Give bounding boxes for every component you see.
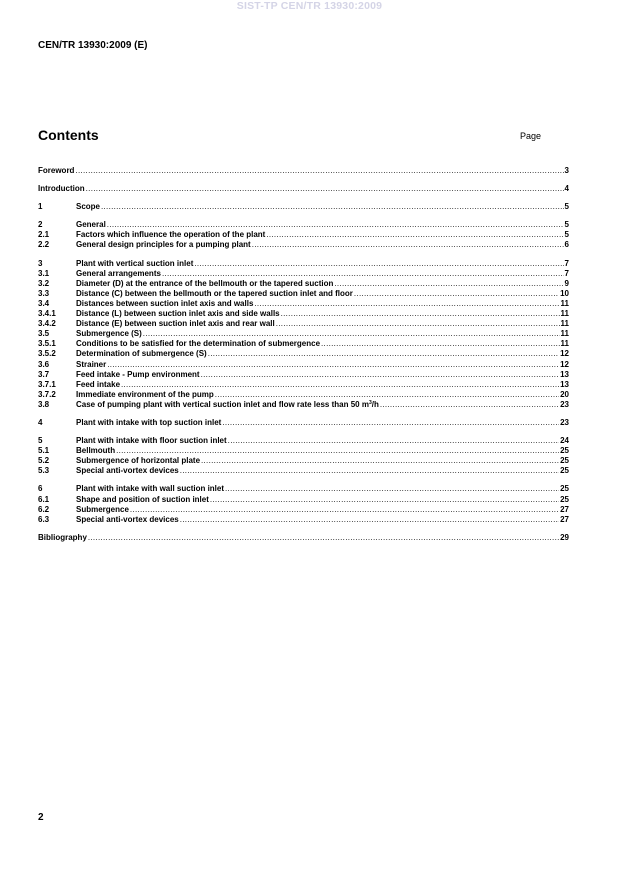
toc-dot-leader [201,456,559,466]
toc-entry[interactable] [38,515,569,525]
toc-entry-title: Submergence (S) [76,329,142,339]
toc-entry-number: 3.7.2 [38,389,56,399]
toc-entry-page: 23 [560,417,569,427]
toc-entry-title: Case of pumping plant with vertical suction inlet and flow rate less than 50 $m^3/h$ [76,399,379,409]
toc-entry[interactable] [38,166,569,176]
toc-entry[interactable] [38,446,569,456]
toc-dot-leader [180,466,559,476]
toc-entry-number: 4 [38,417,43,427]
toc-dot-leader [162,269,564,279]
toc-entry[interactable] [38,259,569,269]
toc-entry[interactable] [38,269,569,279]
contents-title: Contents [38,127,99,143]
toc-entry-page: 7 [564,268,569,278]
toc-entry[interactable] [38,220,569,230]
toc-entry-title: Shape and position of suction inlet [76,494,209,504]
toc-entry-page: 11 [560,319,569,329]
toc-entry[interactable] [38,349,569,359]
toc-entry[interactable] [38,319,569,329]
toc-entry[interactable] [38,339,569,349]
toc-entry-number: 3 [38,258,43,268]
toc-entry-title: Bellmouth [76,446,116,456]
toc-dot-leader [88,533,559,543]
toc-dot-leader [130,505,559,515]
toc-entry[interactable] [38,533,569,543]
toc-entry-number: 2 [38,220,43,230]
toc-entry-page: 25 [560,466,569,476]
toc-entry-number: 6 [38,484,43,494]
toc-entry-title: Determination of submergence (S) [76,349,207,359]
toc-entry[interactable] [38,289,569,299]
toc-entry-number: 3.2 [38,278,50,288]
toc-entry-page: 10 [560,288,569,298]
toc-entry-title: General [76,220,106,230]
toc-dot-leader [75,166,563,176]
toc-entry[interactable] [38,240,569,250]
toc-dot-leader [210,495,559,505]
toc-dot-leader [252,240,564,250]
toc-entry-number: 5 [38,436,43,446]
toc-entry-title: Submergence [76,504,129,514]
toc-entry[interactable] [38,370,569,380]
toc-entry-page: 11 [560,309,569,319]
toc-entry-title: Feed intake - Pump environment [76,369,200,379]
toc-entry-title: Scope [76,202,101,212]
toc-entry-title: Special anti-vortex devices [76,466,179,476]
toc-entry-page: 25 [560,456,569,466]
toc-entry[interactable] [38,484,569,494]
toc-entry-number: 6.3 [38,514,50,524]
toc-entry[interactable] [38,230,569,240]
toc-dot-leader [116,446,559,456]
toc-dot-leader [121,380,559,390]
toc-entry-page: 13 [560,369,569,379]
toc-entry-number: 3.6 [38,359,50,369]
toc-entry[interactable] [38,309,569,319]
toc-entry-number: 3.4.1 [38,309,56,319]
watermark: SIST-TP CEN/TR 13930:2009 [236,0,383,12]
toc-entry-number: 3.5.2 [38,349,56,359]
toc-dot-leader [380,400,559,410]
toc-entry-number: 5.1 [38,446,50,456]
toc-entry-title: Distance (L) between suction inlet axis and side walls [76,309,280,319]
toc-entry-page: 6 [564,240,569,250]
toc-entry-title: Strainer [76,359,107,369]
toc-entry-title: Diameter (D) at the entrance of the bellmouth or the tapered suction [76,278,334,288]
toc-entry-title: Distance (C) between the bellmouth or the tapered suction inlet and floor [76,288,353,298]
toc-entry[interactable] [38,436,569,446]
toc-entry-title: Foreword [38,166,75,175]
toc-entry[interactable] [38,279,569,289]
toc-entry[interactable] [38,184,569,194]
page-number: 2 [38,812,44,823]
toc-entry-title: Distances between suction inlet axis and walls [76,298,254,308]
toc-entry-page: 11 [560,298,569,308]
toc-entry-title: Introduction [38,184,85,194]
toc-entry-title: Bibliography [38,532,87,542]
toc-entry-page: 25 [560,446,569,456]
toc-entry[interactable] [38,456,569,466]
toc-entry-title: Plant with intake with wall suction inlet [76,484,225,494]
toc-dot-leader [281,309,560,319]
toc-dot-leader [194,259,563,269]
toc-entry-number: 5.3 [38,466,50,476]
toc-entry-page: 4 [564,184,569,194]
toc-entry-title: General arrangements [76,268,161,278]
toc-entry-number: 3.7.1 [38,379,56,389]
toc-entry-number: 3.5.1 [38,339,56,349]
toc-entry[interactable] [38,299,569,309]
toc-dot-leader [225,484,559,494]
toc-dot-leader [276,319,560,329]
toc-dot-leader [266,230,563,240]
toc-entry-number: 2.2 [38,240,50,250]
document-id: CEN/TR 13930:2009 (E) [38,40,148,51]
toc-dot-leader [107,220,564,230]
toc-entry-page: 27 [560,514,569,524]
toc-entry[interactable] [38,380,569,390]
toc-entry-title: Factors which influence the operation of the plant [76,230,266,240]
toc-entry-number: 3.4.2 [38,319,56,329]
toc-entry-number: 3.5 [38,329,50,339]
page-column-label: Page [520,131,542,141]
toc-entry-page: 11 [560,329,569,339]
toc-entry[interactable] [38,360,569,370]
toc-entry[interactable] [38,466,569,476]
toc-entry-page: 7 [564,258,569,268]
toc-dot-leader [254,299,559,309]
toc-dot-leader [86,184,564,194]
toc-entry[interactable] [38,390,569,400]
toc-entry-title: Distance (E) between suction inlet axis and rear wall [76,319,275,329]
toc-entry-page: 13 [560,379,569,389]
toc-entry-number: 6.1 [38,494,50,504]
toc-entry-number: 6.2 [38,504,50,514]
toc-entry-title: Conditions to be satisfied for the determination of submergence [76,339,321,349]
toc-entry-page: 3 [564,166,569,175]
toc-entry-title: Plant with intake with floor suction inlet [76,436,227,446]
toc-entry-page: 29 [560,532,569,542]
toc-entry-page: 20 [560,389,569,399]
toc-dot-leader [354,289,559,299]
toc-entry-title: Plant with vertical suction inlet [76,258,194,268]
toc-entry[interactable] [38,202,569,212]
toc-entry-page: 25 [560,494,569,504]
toc-dot-leader [143,329,560,339]
toc-dot-leader [228,436,559,446]
toc-dot-leader [321,339,560,349]
toc-entry-title: Immediate environment of the pump [76,389,214,399]
toc-entry[interactable] [38,418,569,428]
toc-entry-title: Plant with intake with top suction inlet [76,417,222,427]
toc-entry-title: Feed intake [76,379,121,389]
toc-entry-page: 23 [560,399,569,409]
toc-dot-leader [222,418,559,428]
toc-dot-leader [180,515,559,525]
toc-entry-number: 3.8 [38,399,50,409]
toc-dot-leader [107,360,559,370]
toc-entry-page: 9 [564,278,569,288]
toc-dot-leader [334,279,563,289]
toc-dot-leader [201,370,560,380]
toc-entry-page: 5 [564,230,569,240]
toc-entry-page: 12 [560,349,569,359]
toc-entry[interactable] [38,329,569,339]
toc-entry-page: 11 [560,339,569,349]
toc-entry-number: 3.3 [38,288,50,298]
toc-dot-leader [215,390,559,400]
toc-entry[interactable] [38,505,569,515]
toc-entry-page: 12 [560,359,569,369]
toc-entry-page: 5 [564,202,569,212]
toc-entry[interactable] [38,495,569,505]
toc-entry-number: 3.7 [38,369,50,379]
toc-entry-number: 3.4 [38,298,50,308]
toc-entry-page: 25 [560,484,569,494]
toc-entry-title: Submergence of horizontal plate [76,456,201,466]
toc-entry-number: 3.1 [38,268,50,278]
toc-entry[interactable] [38,400,569,410]
toc-entry-number: 1 [38,202,43,212]
toc-entry-page: 5 [564,220,569,230]
table-of-contents [38,166,569,543]
toc-entry-page: 27 [560,504,569,514]
toc-dot-leader [208,349,559,359]
toc-dot-leader [101,202,564,212]
toc-entry-number: 5.2 [38,456,50,466]
toc-entry-title: Special anti-vortex devices [76,514,179,524]
toc-entry-title: General design principles for a pumping plant [76,240,251,250]
toc-entry-number: 2.1 [38,230,50,240]
toc-entry-page: 24 [560,436,569,446]
